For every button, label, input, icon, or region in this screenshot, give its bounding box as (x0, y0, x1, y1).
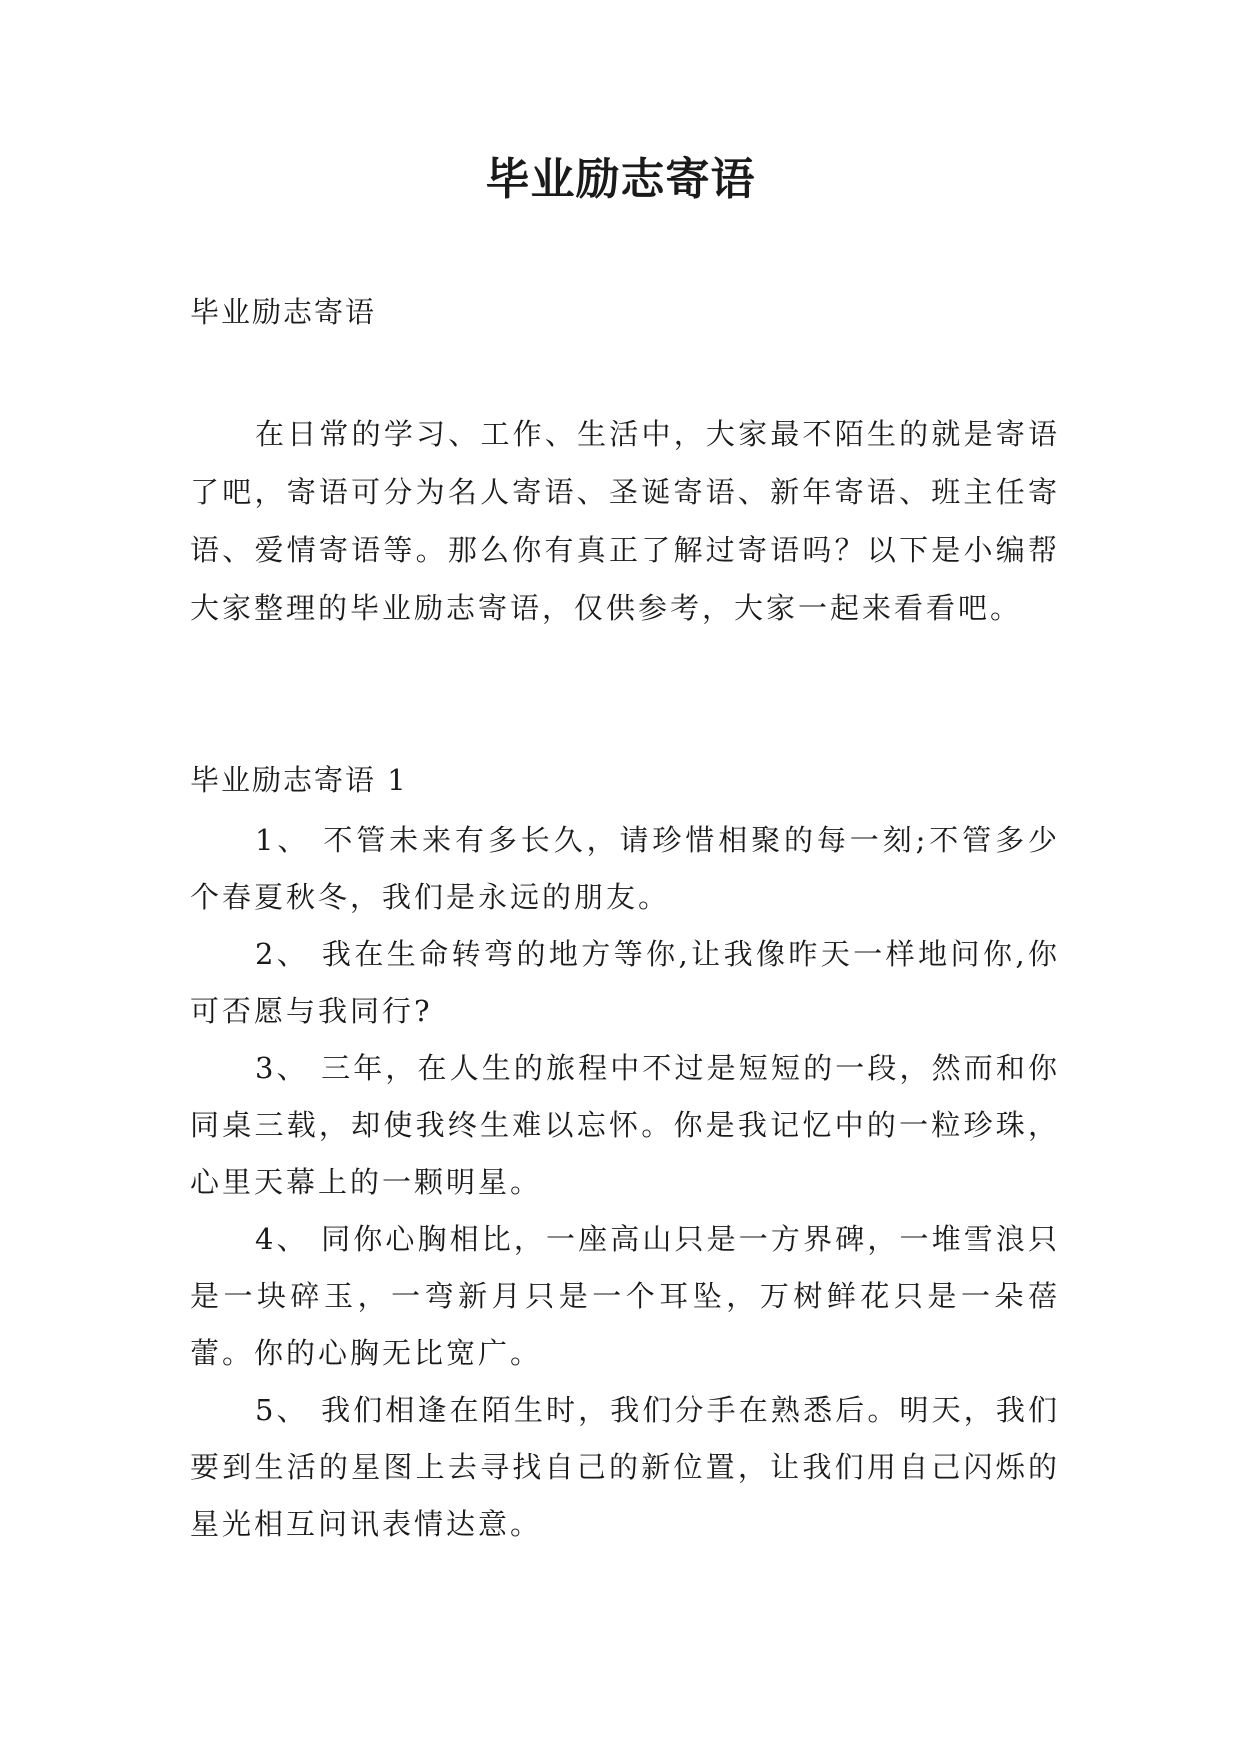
document-subtitle: 毕业励志寄语 (190, 295, 377, 329)
document-title: 毕业励志寄语 (485, 154, 756, 205)
message-list (190, 812, 1060, 1553)
section-heading: 毕业励志寄语 1 (190, 763, 408, 797)
list-item: 4、 同你心胸相比，一座高山只是一方界碑，一堆雪浪只是一块碎玉，一弯新月只是一个耳坠，万树鲜花只是一朵蓓蕾。你的心胸无比宽广。 (190, 1222, 1060, 1370)
list-item: 1、 不管未来有多长久，请珍惜相聚的每一刻;不管多少个春夏秋冬，我们是永远的朋友。 (190, 823, 1060, 914)
list-item: 2、 我在生命转弯的地方等你,让我像昨天一样地问你,你可否愿与我同行? (190, 937, 1060, 1028)
list-item: 3、 三年，在人生的旅程中不过是短短的一段，然而和你同桌三载，却使我终生难以忘怀。你是我记忆中的一粒珍珠，心里天幕上的一颗明星。 (190, 1051, 1060, 1199)
intro-paragraph: 在日常的学习、工作、生活中，大家最不陌生的就是寄语了吧，寄语可分为名人寄语、圣诞寄语、新年寄语、班主任寄语、爱情寄语等。那么你有真正了解过寄语吗？以下是小编帮大家整理的毕业励志寄语，仅供参考，大家一起来看看吧。 (190, 417, 1060, 625)
list-item: 5、 我们相逢在陌生时，我们分手在熟悉后。明天，我们要到生活的星图上去寻找自己的新位置，让我们用自己闪烁的星光相互问讯表情达意。 (190, 1393, 1060, 1541)
